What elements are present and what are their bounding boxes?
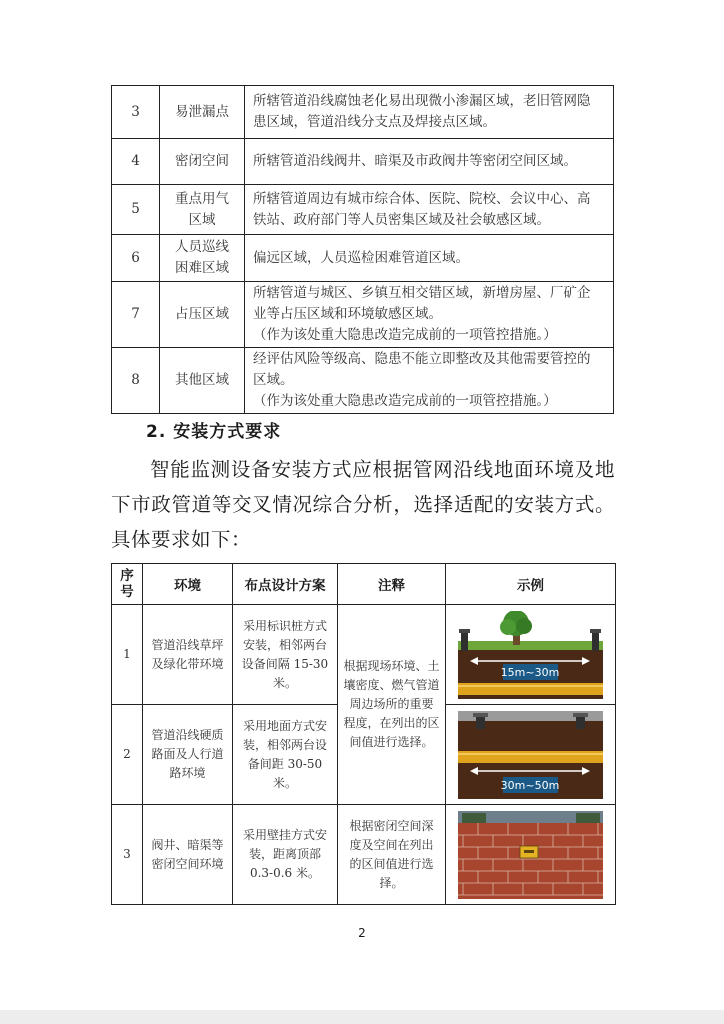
environment-cell [143,605,233,705]
environment-line: 及绿化带环境 [151,656,224,671]
area-type-line: 重点用气 [175,190,229,207]
description-line: 所辖管道与城区、乡镇互相交错区域，新增房屋、厂矿企 [253,285,591,301]
plan-line: 采用标识桩方式 [242,618,327,633]
area-type-line: 困难区域 [175,260,229,276]
description-line: 经评估风险等级高、隐患不能立即整改及其他需要管控的 [253,351,591,367]
plan-line: 0.3-0.6 米。 [249,866,321,880]
note-line: 度及空间在列出 [349,837,434,852]
plan-line: 米。 [272,775,297,790]
table-row [112,805,616,905]
example-cell [446,605,616,705]
risk-area-table [111,85,614,414]
area-type-line: 人员巡线 [175,239,229,255]
area-description [245,185,614,235]
install-method-table [111,563,616,905]
note-line: 根据密闭空间深 [349,818,434,833]
header-number-line: 序 [120,568,134,584]
note-line: 程度，在列出的区 [343,716,440,730]
note-line: 壤密度、燃气管道 [343,678,440,692]
table-row [112,348,614,414]
description-line: 所辖管道周边有城市综合体、医院、院校、会议中心、高 [253,190,591,207]
note-cell [338,805,446,905]
brick-wall [458,823,603,899]
header-environment: 环境 [143,564,233,605]
plan-cell [233,705,338,805]
plan-line: 采用地面方式安 [242,718,327,733]
plan-line: 装，距离顶部 [248,847,321,861]
plan-line: 装，相邻两台设 [242,737,327,752]
distance-label: 15m~30m [500,665,560,679]
ground-sensor-icon [476,715,485,729]
area-type-line: 占压区域 [175,306,229,322]
marker-post-icon [461,631,468,651]
plan-line: 设备间隔 15-30 [241,656,329,671]
marker-post-icon [592,631,599,651]
description-line: 偏远区域，人员巡检困难管道区域。 [253,249,469,266]
road-ground-sensor-illustration [458,711,603,799]
area-type-line: 易泄漏点 [175,103,229,120]
merged-note-cell [338,605,446,805]
description-line: （作为该处重大隐患改造完成前的一项管控措施。） [253,327,557,343]
ground-sensor-icon [576,715,585,729]
area-type [160,282,245,348]
header-example: 示例 [446,564,616,605]
area-description [245,86,614,139]
row-number: 5 [112,185,160,235]
header-number-line: 号 [120,584,134,600]
environment-line: 阀井、暗渠等 [151,837,224,852]
table-row [112,185,614,235]
area-description [245,139,614,185]
area-type-line: 密闭空间 [175,153,229,169]
description-line: 所辖管道沿线腐蚀老化易出现微小渗漏区域，老旧管网隐 [253,93,591,109]
description-line: 业等占压区域和环境敏感区域。 [253,306,442,322]
area-type [160,86,245,139]
table-row [112,86,614,139]
table-row [112,235,614,282]
description-line: 铁站、政府部门等人员密集区域及社会敏感区域。 [253,211,550,228]
example-cell [446,705,616,805]
plan-line: 备间距 30-50 [247,756,323,771]
note-line: 的区间值进行选 [349,856,434,871]
plan-line: 米。 [272,675,297,690]
plan-line: 安装，相邻两台 [242,637,327,652]
row-number: 8 [112,348,160,414]
table-row [112,605,616,705]
page-number: 2 [358,926,366,940]
example-cell [446,805,616,905]
row-number: 3 [112,86,160,139]
note-line: 周边场所的重要 [349,697,434,711]
header-plan: 布点设计方案 [233,564,338,605]
area-type [160,235,245,282]
intro-paragraph: 智能监测设备安装方式应根据管网沿线地面环境及地下市政管道等交叉情况综合分析，选择适配的安装方式。具体要求如下： [111,458,615,551]
area-description [245,282,614,348]
area-type [160,185,245,235]
distance-label: 30m~50m [500,778,560,792]
table-header-row [112,564,616,605]
row-number: 1 [112,605,143,705]
plan-cell [233,605,338,705]
scan-bottom-edge [0,1010,724,1024]
environment-cell [143,805,233,905]
environment-line: 密闭空间环境 [151,856,224,871]
area-description [245,235,614,282]
note-line: 根据现场环境、土 [343,659,440,673]
environment-line: 路面及人行道 [151,747,224,761]
note-line: 间值进行选择。 [349,735,434,749]
row-number: 6 [112,235,160,282]
header-number [112,564,143,605]
description-line: 患区域，管道沿线分支点及焊接点区域。 [253,114,496,130]
row-number: 3 [112,805,143,905]
note-line: 择。 [379,875,404,890]
area-description [245,348,614,414]
environment-line: 管道沿线硬质 [151,728,224,742]
area-type-line: 区域 [188,211,216,228]
wall-mounted-sensor-illustration [458,811,603,899]
section-heading: 2. 安装方式要求 [146,422,282,442]
area-type [160,348,245,414]
description-line: （作为该处重大隐患改造完成前的一项管控措施。） [253,393,557,409]
area-type [160,139,245,185]
header-note: 注释 [338,564,446,605]
row-number: 4 [112,139,160,185]
table-row [112,282,614,348]
table-row [112,139,614,185]
area-type-line: 其他区域 [175,372,229,388]
description-line: 所辖管道沿线阀井、暗渠及市政阀井等密闭空间区域。 [253,153,577,169]
environment-cell [143,705,233,805]
environment-line: 路环境 [169,766,206,780]
gas-pipe [458,751,603,763]
lawn-marker-post-illustration [458,611,603,699]
row-number: 7 [112,282,160,348]
description-line: 区域。 [253,372,294,388]
plan-cell [233,805,338,905]
environment-line: 管道沿线草坪 [151,637,224,652]
gas-pipe [458,683,603,695]
plan-line: 采用壁挂方式安 [242,828,327,842]
row-number: 2 [112,705,143,805]
